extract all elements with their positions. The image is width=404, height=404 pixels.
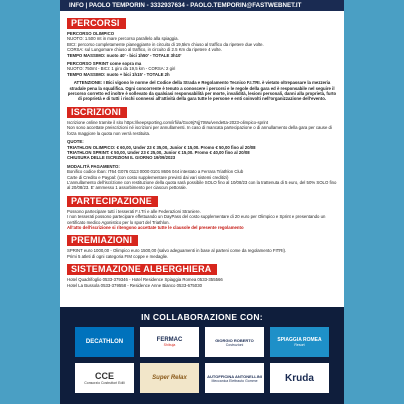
decathlon-logo: DECATHLON (75, 327, 134, 357)
sprint-line-2: TEMPO MASSIMO: nuoto + bici 1h15' - TOTALE 2h (67, 71, 170, 77)
percorso-corsa: CORSA: sul Lungomare chiuso al traffico, in circuito di 2.5 Km da ripetere 4 volte. (67, 47, 222, 53)
kruda-logo: Kruda (270, 363, 329, 393)
sprint-label: PERCORSO SPRINT come sopra ma (67, 61, 142, 67)
fermac-logo: FERMAC Shibuja (140, 327, 199, 357)
sprint-line-1: NUOTO: 750mt - BICI: 1 giro da 19,5 km - CORSA: 2 giri (67, 66, 176, 72)
regulation-document (60, 0, 344, 404)
percorso-tempo-massimo: TEMPO MASSIMO: nuoto 40' - bici 1h50' - TOTALE 3h10' (67, 52, 182, 58)
section-title-percorsi: PERCORSI (67, 18, 126, 29)
pagamento-carta: Carte di Credito e Paypal: (con costo supplementare previsti dai vari sistemi creditizi) (67, 174, 229, 180)
quota-olimpico: TRIATHLON OLIMPICO: € 60,00, Under 23 € 35,00, Junior € 15,00. Promo € 50,00 fino al 20/08 (67, 144, 256, 150)
sponsor-logo-grid (60, 327, 344, 393)
section-title-iscrizioni: ISCRIZIONI (67, 107, 127, 118)
pagamento-label: MODALITÀ PAGAMENTO: (67, 163, 120, 169)
giorgio-roberto-logo: GIORGIO ROBERTO Costruzioni (205, 327, 264, 357)
section-title-alberghiera: SISTEMAZIONE ALBERGHIERA (67, 264, 217, 275)
iscrizione-note: Non sono accettate preiscrizioni né iscrizioni per annullamenti. In caso di mancata partecipazione o di annullamento della gara per cause di forza maggiore la quota non verrà restituita. (67, 125, 332, 136)
pagamento-bonifico: Bonifico codice Iban: IT64 G076 0113 0000 0101 8606 044 intestato a Ferrara Triathlon Club (67, 169, 244, 175)
quota-sprint: TRIATHLON SPRINT: € 50,00, Under 23 € 25,00, Junior € 15,00. Promo € 40,00 fino al 20/08 (67, 149, 250, 155)
spiaggia-romea-logo: SPIAGGIA ROMEA Resort (270, 327, 329, 357)
autofficina-antonellini-logo: AUTOFFICINA ANTONELLINI Meccanica Elettrauto Gomme (205, 363, 264, 393)
iscrizione-online[interactable]: Iscrizione online tramite il sito https://keepsporting.com/irfii/a/Gxo9j7sjj7tWu/vendetta-2023-olimpico-sprint (67, 119, 269, 125)
partecipazione-line-1: Possono partecipare tutti i tesserati F.I.Tri e alle Federazioni Straniere. (67, 208, 201, 214)
premiazioni-line-1: SPRINT euro 1000,00 - Olimpico euro 1500,00 (salvo adeguamenti in base al parteni come da regolamento FITRI). (67, 248, 287, 254)
partecipazione-line-2: I non tesserati possono partecipare effettuando un DayPass del costo supplementare di 20 euro per Olimpico e Sprint e presentando un certificato medico Agonistico per lo sport del Triathlon. (67, 214, 326, 225)
premiazioni-line-2: Primi 5 atleti di ogni categoria FIM coppe e medaglie. (67, 253, 169, 259)
super-relax-logo: Super Relax (140, 363, 199, 393)
sponsor-footer (60, 307, 344, 404)
info-bar: INFO | PAOLO TEMPORIN - 3332937634 - PAOLO.TEMPORIN@FASTWEBNET.IT (60, 0, 344, 11)
percorso-nuoto: NUOTO: 1.500 mt in mare percorso parallelo alla spiaggia. (67, 36, 179, 42)
section-title-partecipazione: PARTECIPAZIONE (67, 196, 158, 207)
section-title-premiazioni: PREMIAZIONI (67, 235, 138, 246)
cce-logo: CCE Consorzio Costruttori Edili (75, 363, 134, 393)
chiusura-iscrizioni: CHIUSURA DELLE ISCRIZIONI IL GIORNO 19/09/2023 (67, 155, 176, 161)
collaborazione-title: IN COLLABORAZIONE CON: (141, 312, 263, 322)
partecipazione-warning: All'atto dell'iscrizione si ritengono accettate tutte le clausole del presente regolamento (67, 224, 244, 230)
document-body (60, 11, 344, 288)
olimpico-label: PERCORSO OLIMPICO (67, 31, 115, 36)
annullamento-note: L'annullamento dell'iscrizione con restituzione della quota sarà possibile SOLO fino al 10/08/23 con la trattenuta di 5 euro, del 50% SOLO fino al 20/08/23. E' ammesso 1 assorbimento per ciascun pettorale. (67, 179, 337, 191)
hotel-line-2: Hotel La Bussola 0533-379558 - Residence Anne Bianco 0533-675030 (67, 282, 202, 288)
attenzione-notice: ATTENZIONE: I Bici vigono le norme del Codice della Strada e Regolamento Tecnico F.I.TRI. è vietato oltrepassare la mezzeria stradale pena la squalifica. Ogni concorrente è tenuto a conoscere i percorsi e le regole della gara ed è responsabile nel seguire il percorso corretto ed inoltre è sollevato da qualsiasi responsabilità per morte, invalidità, lesioni personali, danni alla proprietà, furto di proprietà e di tutti i rischi connessi all'attività della gara tutte le persone e enti coinvolti nell'organizzazione dell'evento. (67, 80, 337, 102)
percorso-bici: BICI: percorso completamente pianeggiante in circuito di 19,5km chiuso al traffico da ripetere due volte. (67, 41, 264, 47)
quote-label: QUOTE: (67, 139, 84, 145)
hotel-line-1: Hotel Quadrifoglio 0533-379346 - Hotel Residence Spiaggia Romea 0533-355566 (67, 277, 223, 283)
